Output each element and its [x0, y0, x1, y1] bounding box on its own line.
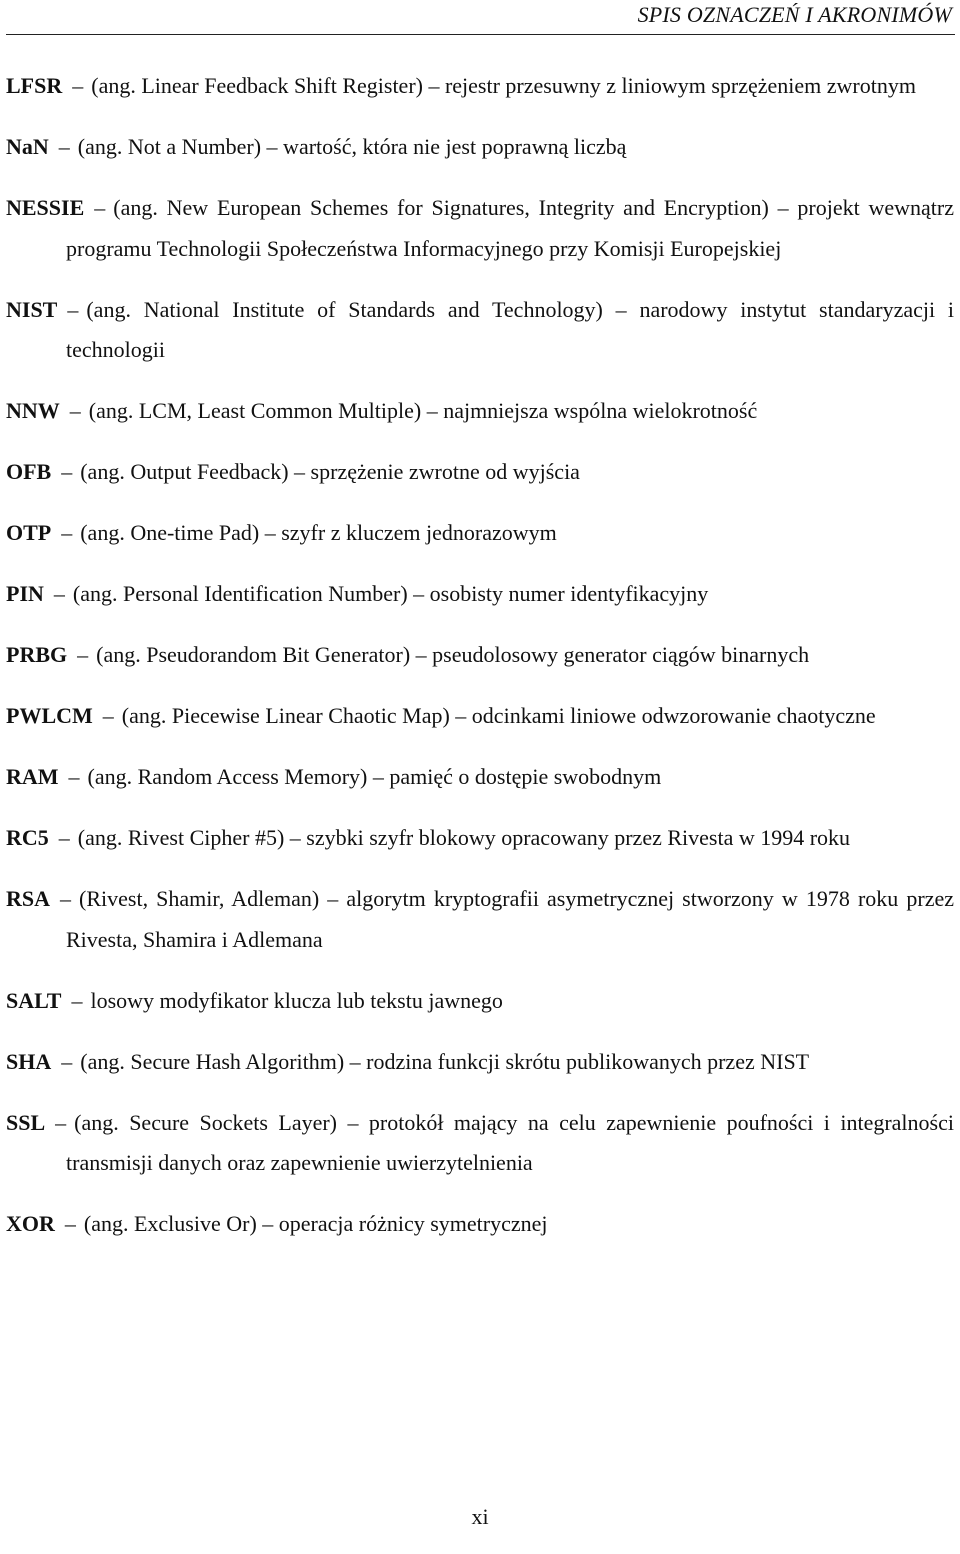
dash-separator: –	[102, 703, 114, 728]
acronym-entry	[6, 391, 954, 432]
acronym-definition: (ang. Secure Sockets Layer) – protokół mający na celu zapewnienie poufności i integralności transmisji danych oraz zapewnienie uwierzytelnienia	[66, 1109, 954, 1175]
acronym-term: LFSR	[6, 73, 63, 98]
acronym-term: SALT	[6, 987, 62, 1013]
acronym-entry	[6, 635, 954, 676]
acronym-term: SSL	[6, 1109, 46, 1135]
running-header: SPIS OZNACZEŃ I AKRONIMÓW	[637, 2, 952, 27]
acronym-term: OFB	[6, 459, 52, 484]
dash-separator: –	[58, 134, 70, 159]
acronym-term: OTP	[6, 520, 52, 545]
acronym-definition: (ang. Personal Identification Number) – osobisty numer identyfikacyjny	[72, 581, 709, 606]
acronym-entry	[6, 1103, 954, 1184]
acronym-definition: (ang. Rivest Cipher #5) – szybki szyfr blokowy opracowany przez Rivesta w 1994 roku	[77, 825, 851, 850]
acronym-definition: (ang. Piecewise Linear Chaotic Map) – odcinkami liniowe odwzorowanie chaotyczne	[121, 703, 876, 728]
acronym-entry	[6, 66, 954, 107]
acronym-entry	[6, 513, 954, 554]
acronym-term: RC5	[6, 825, 49, 850]
acronym-entry	[6, 452, 954, 493]
acronym-term: NESSIE	[6, 195, 85, 220]
acronym-term: PRBG	[6, 642, 68, 667]
acronym-list	[6, 66, 954, 1265]
dash-separator: –	[69, 398, 81, 423]
acronym-definition: (ang. Output Feedback) – sprzężenie zwrotne od wyjścia	[80, 459, 580, 484]
dash-separator: –	[67, 296, 79, 322]
acronym-term: PIN	[6, 581, 44, 606]
acronym-definition: (ang. Exclusive Or) – operacja różnicy symetrycznej	[83, 1211, 548, 1236]
page-number: xi	[471, 1504, 489, 1529]
acronym-term: NNW	[6, 398, 60, 423]
acronym-entry	[6, 1204, 954, 1245]
acronym-entry	[6, 290, 954, 371]
acronym-definition: (ang. Pseudorandom Bit Generator) – pseudolosowy generator ciągów binarnych	[96, 642, 810, 667]
acronym-term: SHA	[6, 1048, 52, 1074]
dash-separator: –	[53, 581, 65, 606]
acronym-term: NIST	[6, 296, 58, 322]
acronym-definition: (ang. Linear Feedback Shift Register) – rejestr przesuwny z liniowym sprzężeniem zwrotnym	[91, 73, 916, 98]
dash-separator: –	[58, 825, 70, 850]
dash-separator: –	[71, 987, 83, 1013]
dash-separator: –	[55, 1109, 67, 1135]
acronym-definition: (ang. National Institute of Standards and Technology) – narodowy instytut standaryzacji i technologii	[66, 296, 954, 362]
acronym-definition: losowy modyfikator klucza lub tekstu jawnego	[90, 987, 503, 1013]
dash-separator: –	[72, 73, 84, 98]
acronym-entry	[6, 188, 954, 269]
acronym-term: RAM	[6, 764, 59, 789]
header-rule	[6, 34, 955, 35]
acronym-definition: (ang. Not a Number) – wartość, która nie jest poprawną liczbą	[77, 134, 627, 159]
acronym-definition: (ang. Secure Hash Algorithm) – rodzina funkcji skrótu publikowanych przez NIST	[80, 1048, 810, 1074]
acronym-term: PWLCM	[6, 703, 93, 728]
acronym-entry	[6, 696, 954, 737]
dash-separator: –	[64, 1211, 76, 1236]
dash-separator: –	[61, 459, 73, 484]
acronym-term: RSA	[6, 886, 51, 911]
acronym-entry	[6, 127, 954, 168]
acronym-entry	[6, 879, 954, 960]
acronym-definition: (ang. One-time Pad) – szyfr z kluczem jednorazowym	[80, 520, 557, 545]
acronym-entry	[6, 574, 954, 615]
dash-separator: –	[77, 642, 89, 667]
acronym-term: XOR	[6, 1211, 55, 1236]
acronym-definition: (Rivest, Shamir, Adleman) – algorytm kryptografii asymetrycznej stworzony w 1978 roku przez Rivesta, Shamira i Adlemana	[66, 886, 954, 952]
acronym-entry	[6, 818, 954, 859]
dash-separator: –	[94, 195, 106, 220]
acronym-definition: (ang. LCM, Least Common Multiple) – najmniejsza wspólna wielokrotność	[88, 398, 758, 423]
dash-separator: –	[61, 1048, 73, 1074]
acronym-definition: (ang. Random Access Memory) – pamięć o dostępie swobodnym	[87, 764, 662, 789]
acronym-entry	[6, 757, 954, 798]
acronym-entry	[6, 1042, 954, 1083]
dash-separator: –	[68, 764, 80, 789]
acronym-definition: (ang. New European Schemes for Signatures, Integrity and Encryption) – projekt wewnątrz programu Technologii Społeczeństwa Informacyjnego przy Komisji Europejskiej	[66, 195, 954, 261]
acronym-entry	[6, 981, 954, 1022]
dash-separator: –	[61, 520, 73, 545]
dash-separator: –	[60, 886, 72, 911]
acronym-term: NaN	[6, 134, 49, 159]
